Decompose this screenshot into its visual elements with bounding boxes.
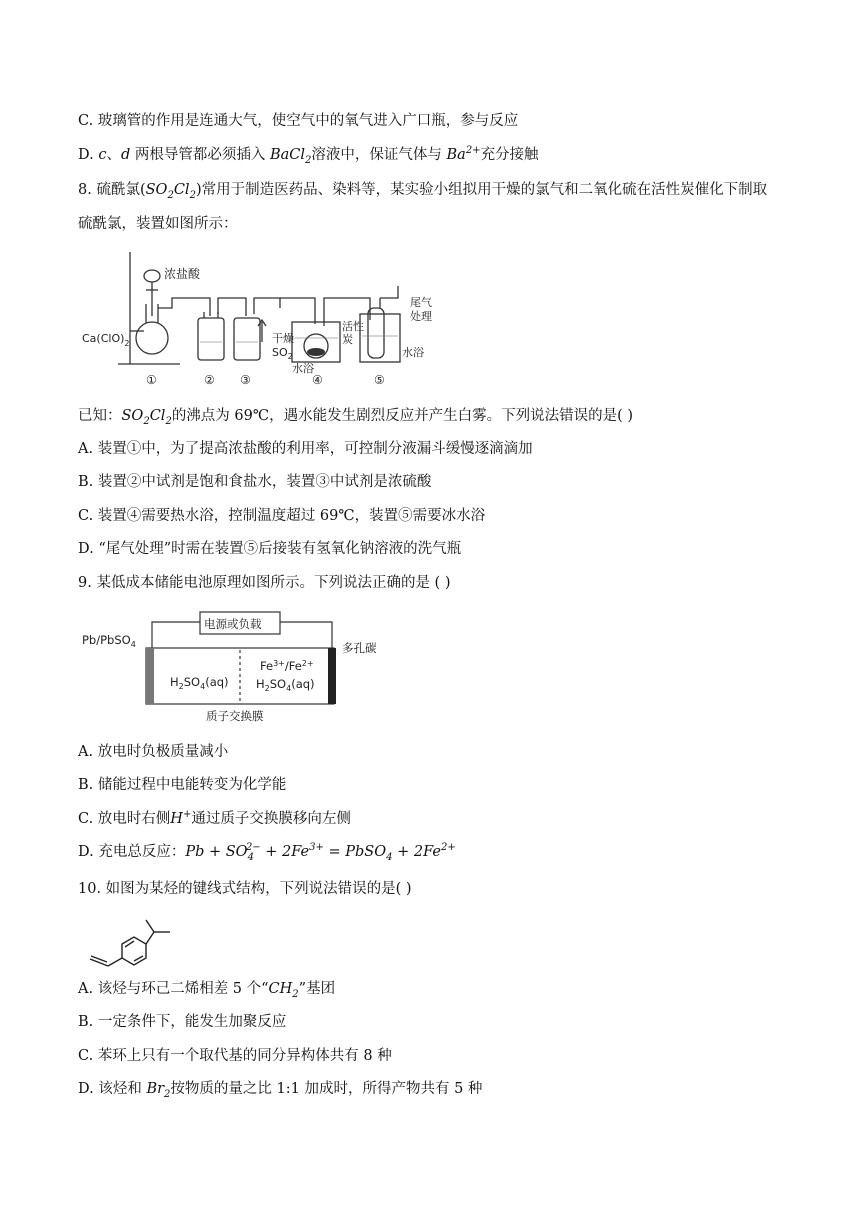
q8-option-d: D. “尾气处理”时需在装置⑤后接装有氢氧化钠溶液的洗气瓶	[78, 541, 462, 557]
carbon-label-2: 炭	[342, 333, 353, 346]
right-electrode-bar	[328, 648, 336, 704]
water-bath-4-label: 水浴	[292, 362, 314, 375]
q10-stem: 10. 如图为某烃的键线式结构，下列说法错误的是( )	[78, 881, 412, 897]
mark-2: ②	[204, 373, 215, 387]
right-solution-label: $H_2SO_4(aq)$	[256, 677, 315, 693]
q8-option-a: A. 装置①中，为了提高浓盐酸的利用率，可控制分液漏斗缓慢逐滴滴加	[78, 441, 533, 457]
flask-reagent-label: $Ca(ClO)_2$	[82, 332, 130, 348]
q8-option-b: B. 装置②中试剂是饱和食盐水，装置③中试剂是浓硫酸	[78, 474, 432, 490]
right-couple-label: $Fe^{3+}/Fe^{2+}$	[260, 659, 314, 673]
tail-label-1: 尾气	[410, 296, 432, 309]
q9-option-c: C. 放电时右侧H+通过质子交换膜移向左侧	[78, 809, 351, 827]
q9-stem: 9. 某低成本储能电池原理如图所示。下列说法正确的是 ( )	[78, 575, 451, 591]
tail-label-2: 处理	[410, 310, 432, 323]
mark-3: ③	[240, 373, 251, 387]
q8-option-c: C. 装置④需要热水浴，控制温度超过 69℃，装置⑤需要冰水浴	[78, 508, 486, 524]
mark-5: ⑤	[374, 373, 385, 387]
q8-known-condition: 已知：$SO_2Cl_2$的沸点为 69℃，遇水能发生剧烈反应并产生白雾。下列说法错误的是( )	[78, 408, 634, 427]
water-bath-5-label: 水浴	[402, 346, 424, 359]
q10-option-c: C. 苯环上只有一个取代基的同分异构体共有 8 种	[78, 1048, 392, 1064]
so2-label: $SO_2$	[272, 346, 293, 361]
q7-option-c: C. 玻璃管的作用是连通大气，使空气中的氧气进入广口瓶，参与反应	[78, 113, 519, 129]
q8-apparatus-figure	[80, 246, 460, 392]
q9-option-a: A. 放电时负极质量减小	[78, 744, 229, 760]
left-electrode-label: Pb/PbSO$_4$	[82, 633, 136, 649]
mark-4: ④	[312, 373, 323, 387]
mark-1: ①	[146, 373, 157, 387]
carbon-label-1: 活性	[342, 320, 364, 333]
q8-stem-line2: 硫酰氯，装置如图所示：	[78, 216, 238, 232]
membrane-label: 质子交换膜	[206, 709, 264, 723]
q10-skeletal-structure	[84, 912, 194, 970]
q9-battery-figure	[80, 604, 410, 728]
right-electrode-label: 多孔碳	[342, 641, 377, 655]
left-solution-label: $H_2SO_4(aq)$	[170, 675, 229, 691]
left-electrode-bar	[146, 648, 154, 704]
q9-option-d: D. 充电总反应：$Pb + SO_4^{2-} + 2Fe^{3+}$ = PbSO$_4$ + $2Fe^{2+}$	[78, 842, 456, 863]
q10-option-a: A. 该烃与环己二烯相差 5 个“$CH_2$”基团	[78, 981, 336, 1000]
q10-option-b: B. 一定条件下，能发生加聚反应	[78, 1014, 287, 1030]
q7-option-d: D. c、d 两根导管都必须插入 BaCl$_2$溶液中，保证气体与 $Ba^{2+}$充分接触	[78, 145, 539, 166]
q8-stem-line1: 8. 硫酰氯$(SO_2Cl_2)$常用于制造医药品、染料等，某实验小组拟用干燥的氯气和二氧化硫在活性炭催化下制取	[78, 182, 768, 201]
power-source-label: 电源或负载	[204, 617, 262, 631]
q10-option-d: D. 该烃和 $Br_2$按物质的量之比 1:1 加成时，所得产物共有 5 种	[78, 1081, 483, 1100]
funnel-label: 浓盐酸	[164, 267, 201, 281]
q9-option-b: B. 储能过程中电能转变为化学能	[78, 777, 287, 793]
dry-label: 干燥	[272, 332, 294, 345]
